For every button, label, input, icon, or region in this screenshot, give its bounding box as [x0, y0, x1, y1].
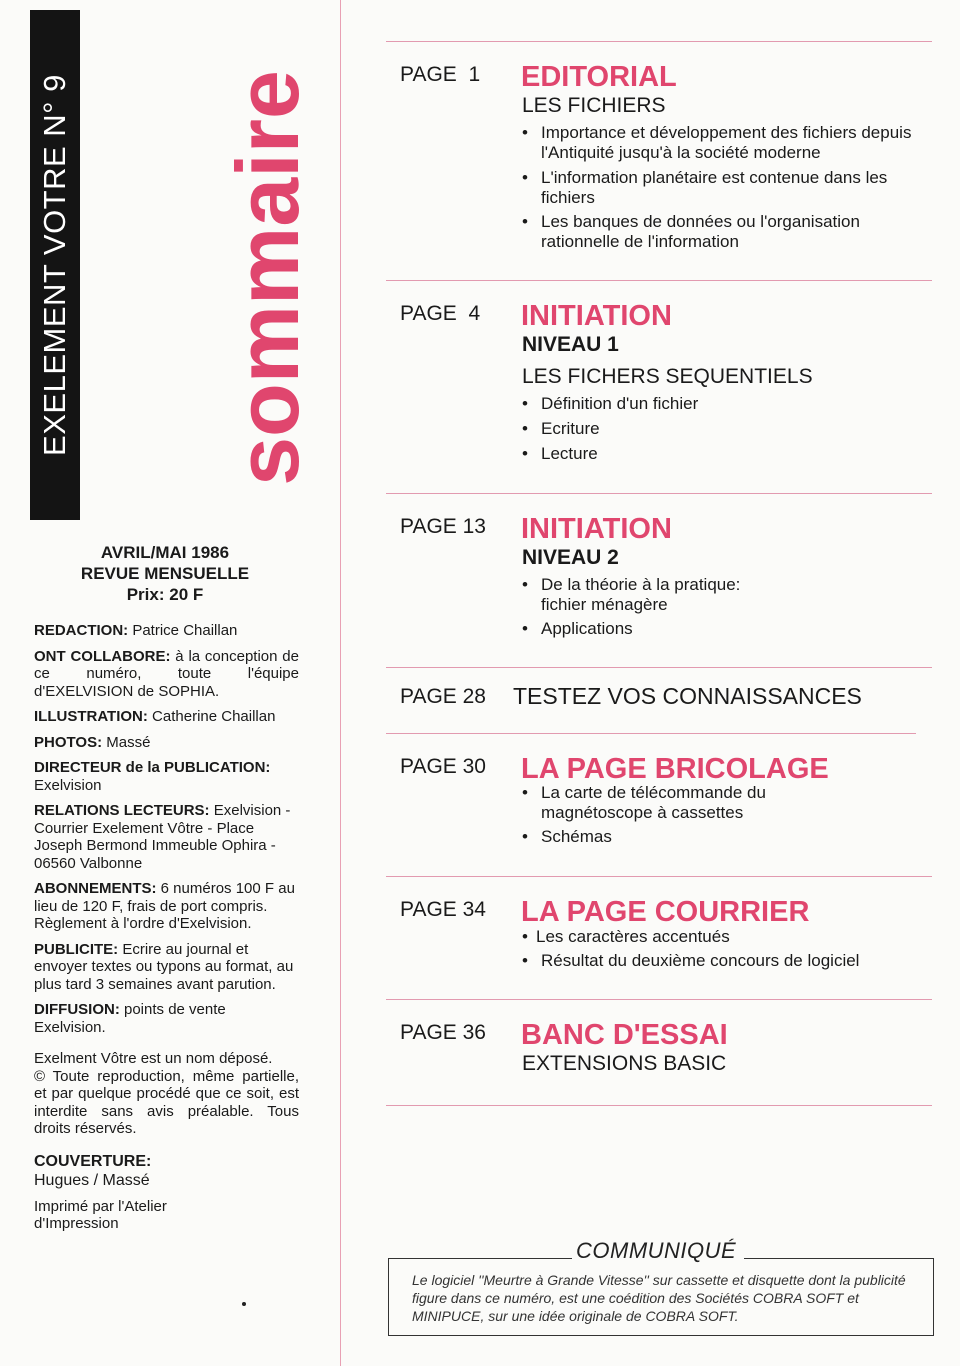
list-item: • Importance et développement des fichiers depuis l'Antiquité jusqu'à la société moderne	[522, 123, 912, 162]
communique-text: Le logiciel ''Meurtre à Grande Vitesse'' sur cassette et disquette dont la publicité figure dans ce numéro, est une coédition des Sociétés COBRA SOFT et MINIPUCE, sur une idée originale de COBRA SOFT.	[412, 1272, 906, 1324]
notice-copyright: © Toute reproduction, même partielle, et par quelque procédé que ce soit, est interdite sans avis préalable. Tous droits réservés.	[34, 1067, 299, 1137]
rule	[386, 1105, 932, 1106]
issue-price: Prix: 20 F	[126, 585, 204, 604]
issue-info	[30, 542, 300, 605]
credit-relations: RELATIONS LECTEURS: Exelvision - Courrier Exelement Vôtre - Place Joseph Bermond Immeuble Ophira - 06560 Valbonne	[34, 802, 291, 872]
credit-illustration: ILLUSTRATION: Catherine Chaillan	[34, 708, 276, 725]
rule	[386, 41, 932, 42]
page-number: PAGE 1	[400, 63, 481, 86]
section-title: INITIATION	[521, 300, 672, 332]
page-number: PAGE 13	[400, 515, 486, 538]
column-divider	[340, 0, 341, 1366]
section-subtitle-2: LES FICHERS SEQUENTIELS	[522, 365, 813, 388]
list-item: • La carte de télécommande du magnétoscope à cassettes	[522, 783, 766, 822]
section-title: INITIATION	[521, 513, 672, 545]
notice-trademark: Exelment Vôtre est un nom déposé.	[34, 1050, 273, 1067]
ink-dot	[242, 1302, 246, 1306]
issue-date: AVRIL/MAI 1986	[100, 543, 230, 562]
list-item: • Les caractères accentués	[522, 927, 730, 946]
page-number: PAGE 34	[400, 898, 486, 921]
section-title: BANC D'ESSAI	[521, 1019, 728, 1051]
list-item: • Lecture	[522, 444, 598, 463]
rule	[386, 999, 932, 1000]
credit-abonnements: ABONNEMENTS: 6 numéros 100 F au lieu de 120 F, frais de port compris. Règlement à l'ordre d'Exelvision.	[34, 880, 295, 932]
page-number: PAGE 30	[400, 755, 486, 778]
page-number: PAGE 28	[400, 685, 486, 708]
section-title: LA PAGE BRICOLAGE	[521, 753, 829, 785]
rule	[386, 493, 932, 494]
rule	[386, 280, 932, 281]
left-column	[0, 0, 340, 1366]
section-title: EDITORIAL	[521, 61, 677, 93]
credit-imprime: Imprimé par l'Atelier d'Impression	[34, 1197, 167, 1232]
list-item: • Schémas	[522, 827, 612, 846]
issue-band-text: EXELEMENT VOTRE N° 9	[37, 74, 72, 456]
rule	[386, 733, 916, 734]
rule	[386, 876, 932, 877]
page-number: PAGE 36	[400, 1021, 486, 1044]
credits	[34, 622, 299, 1241]
list-item: • Les banques de données ou l'organisation rationnelle de l'information	[522, 212, 860, 251]
section-subtitle: LES FICHIERS	[522, 94, 666, 117]
credit-directeur: DIRECTEUR de la PUBLICATION: Exelvision	[34, 759, 271, 794]
page-number: PAGE 4	[400, 302, 481, 325]
rule	[386, 667, 932, 668]
credit-couverture: COUVERTURE: Hugues / Massé	[34, 1152, 152, 1189]
credit-redaction: REDACTION: Patrice Chaillan	[34, 622, 238, 639]
list-item: • L'information planétaire est contenue dans les fichiers	[522, 168, 888, 207]
list-item: • Résultat du deuxième concours de logiciel	[522, 951, 860, 970]
credit-photos: PHOTOS: Massé	[34, 733, 151, 751]
section-subtitle: EXTENSIONS BASIC	[522, 1052, 727, 1075]
credit-collabore: ONT COLLABORE: à la conception de ce numéro, toute l'équipe d'EXELVISION de SOPHIA.	[34, 647, 299, 700]
section-title: TESTEZ VOS CONNAISSANCES	[513, 683, 862, 709]
section-title: LA PAGE COURRIER	[521, 896, 810, 928]
section-subtitle: NIVEAU 2	[522, 546, 619, 569]
credit-diffusion: DIFFUSION: points de vente Exelvision.	[34, 1001, 226, 1036]
list-item: • Applications	[522, 619, 633, 638]
section-subtitle: NIVEAU 1	[522, 333, 619, 356]
issue-band	[30, 10, 80, 520]
list-item: • Définition d'un fichier	[522, 394, 699, 413]
communique-title: COMMUNIQUÉ	[576, 1238, 737, 1263]
issue-type: REVUE MENSUELLE	[80, 564, 250, 583]
list-item: • De la théorie à la pratique: fichier ménagère	[522, 575, 741, 614]
credit-publicite: PUBLICITE: Ecrire au journal et envoyer textes ou typons au format, au plus tard 3 semaines avant parution.	[34, 940, 294, 993]
list-item: • Ecriture	[522, 419, 600, 438]
sommaire-title: sommaire	[218, 70, 317, 486]
